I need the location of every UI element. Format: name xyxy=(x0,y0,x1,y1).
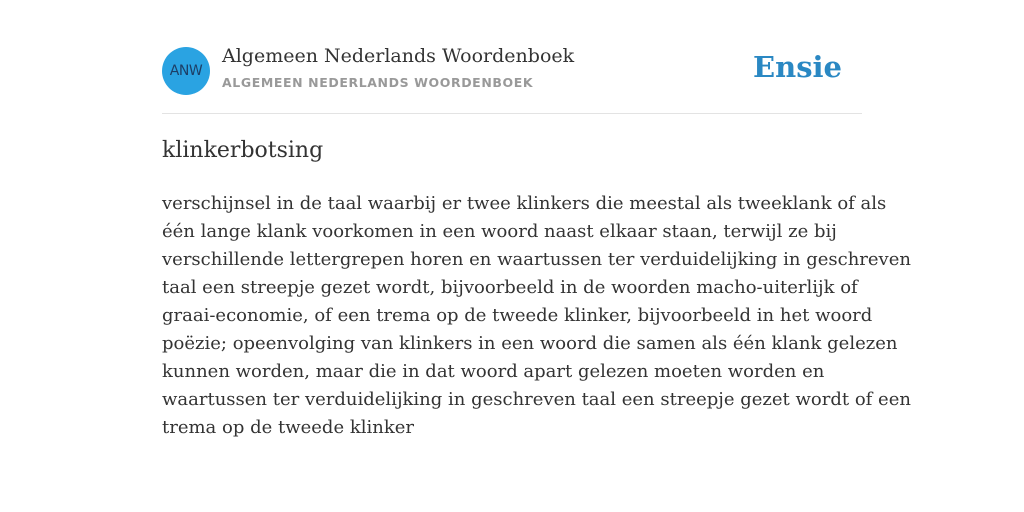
entry-definition xyxy=(162,190,911,442)
anw-logo[interactable]: ANW xyxy=(162,47,210,95)
definition-line: verschijnsel in de taal waarbij er twee klinkers die meestal als tweeklank of als xyxy=(162,193,887,214)
source-title[interactable]: Algemeen Nederlands Woordenboek xyxy=(222,45,575,67)
definition-line: kunnen worden, maar die in dat woord apart gelezen moeten worden en xyxy=(162,361,825,382)
definition-line: waartussen ter verduidelijking in geschreven taal een streepje gezet wordt of een xyxy=(162,389,911,410)
page-header xyxy=(162,0,862,114)
definition-line: graai-economie, of een trema op de tweede klinker, bijvoorbeeld in het woord xyxy=(162,305,873,326)
entry-page xyxy=(162,0,911,438)
entry-term: klinkerbotsing xyxy=(162,138,324,163)
definition-line: één lange klank voorkomen in een woord naast elkaar staan, terwijl ze bij xyxy=(162,221,837,242)
definition-line: taal een streepje gezet wordt, bijvoorbeeld in de woorden macho-uiterlijk of xyxy=(162,277,858,298)
source-subtitle: ALGEMEEN NEDERLANDS WOORDENBOEK xyxy=(222,75,534,90)
definition-line: poëzie; opeenvolging van klinkers in een woord die samen als één klank gelezen xyxy=(162,333,898,354)
definition-line: trema op de tweede klinker xyxy=(162,417,415,438)
ensie-logo[interactable]: Ensie xyxy=(753,50,842,84)
definition-line: verschillende lettergrepen horen en waartussen ter verduidelijking in geschreven xyxy=(162,249,911,270)
